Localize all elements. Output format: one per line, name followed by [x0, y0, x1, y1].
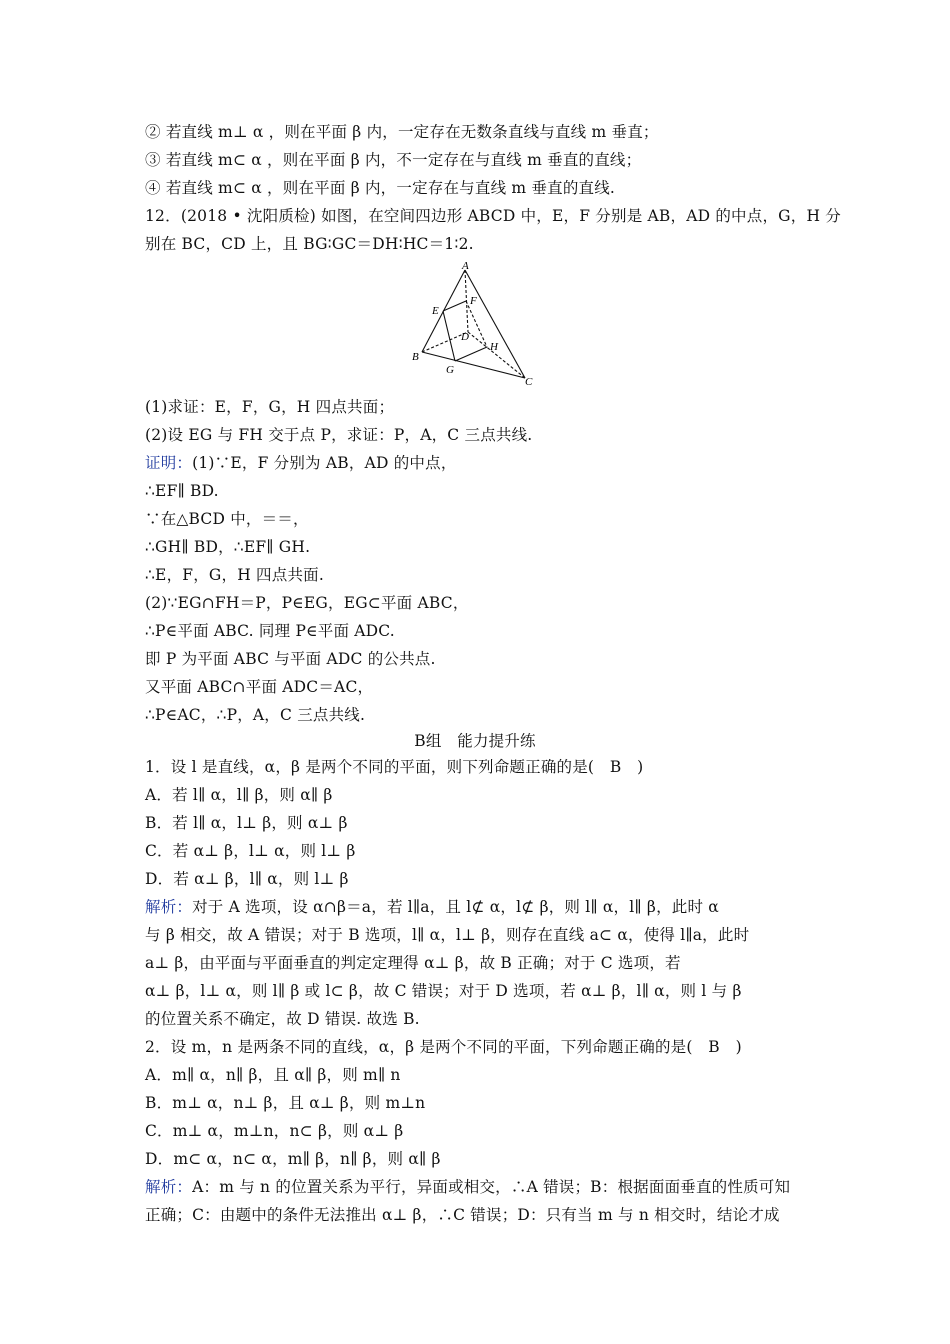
label-c: C: [525, 376, 533, 388]
problem-12-line-1: 12．(2018 • 沈阳质检) 如图，在空间四边形 ABCD 中，E，F 分别是 AB，AD 的中点，G，H 分: [145, 207, 841, 225]
proof-label: 证明：: [145, 454, 193, 472]
question-1-option-c: C．若 α⊥ β，l⊥ α，则 l⊥ β: [145, 842, 356, 860]
answer-1-line-1: 解析：对于 A 选项，设 α∩β＝a，若 l∥a，且 l⊄ α，l⊄ β，则 l∥ α，l∥ β，此时 α: [145, 898, 719, 916]
statement-3: ③ 若直线 m⊂ α ，则在平面 β 内，不一定存在与直线 m 垂直的直线；: [145, 151, 642, 169]
label-b: B: [412, 351, 419, 363]
answer-1-line-2: 与 β 相交，故 A 错误；对于 B 选项，l∥ α，l⊥ β，则存在直线 a⊂ α，使得 l∥a，此时: [145, 926, 750, 944]
question-1-option-a: A．若 l∥ α，l∥ β，则 α∥ β: [145, 786, 333, 804]
question-2-option-d: D．m⊂ α，n⊂ α，m∥ β，n∥ β，则 α∥ β: [145, 1150, 441, 1168]
segment-gh: [455, 347, 487, 361]
proof-line-5: ∴E，F，G，H 四点共面.: [145, 566, 324, 584]
question-1: 1．设 l 是直线，α，β 是两个不同的平面，则下列命题正确的是( B ): [145, 758, 644, 776]
question-1-option-d: D．若 α⊥ β，l∥ α，则 l⊥ β: [145, 870, 349, 888]
tetrahedron-figure: [410, 260, 550, 390]
question-2-option-a: A．m∥ α，n∥ β，且 α∥ β，则 m∥ n: [145, 1066, 401, 1084]
answer-1-line-4: α⊥ β，l⊥ α，则 l∥ β 或 l⊂ β，故 C 错误；对于 D 选项，若 α⊥ β，l∥ α，则 l 与 β: [145, 982, 742, 1000]
edge-ac: [465, 270, 525, 378]
answer-2-line-1: 解析：A：m 与 n 的位置关系为平行，异面或相交，∴A 错误；B：根据面面垂直的性质可知: [145, 1178, 791, 1196]
edge-bc: [422, 352, 525, 378]
label-h: H: [490, 341, 498, 353]
label-g: G: [446, 364, 454, 376]
proof-line-4: ∴GH∥ BD，∴EF∥ GH.: [145, 538, 311, 556]
proof-line-8: 即 P 为平面 ABC 与平面 ADC 的公共点.: [145, 650, 436, 668]
problem-12-line-2: 别在 BC，CD 上，且 BG∶GC＝DH∶HC＝1∶2.: [145, 235, 474, 253]
segment-eg: [443, 311, 455, 361]
label-a: A: [462, 260, 469, 272]
statement-2: ② 若直线 m⊥ α ，则在平面 β 内，一定存在无数条直线与直线 m 垂直；: [145, 123, 659, 141]
proof-line-3: ∵在△BCD 中，＝＝，: [145, 510, 309, 528]
section-heading: B组 能力提升练: [414, 732, 536, 750]
answer-2-line-2: 正确；C：由题中的条件无法推出 α⊥ β，∴C 错误；D：只有当 m 与 n 相交时，结论才成: [145, 1206, 780, 1224]
proof-line-9: 又平面 ABC∩平面 ADC＝AC，: [145, 678, 374, 696]
question-2-option-b: B．m⊥ α，n⊥ β，且 α⊥ β，则 m⊥n: [145, 1094, 426, 1112]
question-2-option-c: C．m⊥ α，m⊥n，n⊂ β，则 α⊥ β: [145, 1122, 404, 1140]
question-1-option-b: B．若 l∥ α，l⊥ β，则 α⊥ β: [145, 814, 348, 832]
answer-2-label: 解析：: [145, 1178, 193, 1196]
proof-line-6: (2)∵EG∩FH＝P，P∈EG，EG⊂平面 ABC，: [145, 594, 469, 612]
statement-4: ④ 若直线 m⊂ α ，则在平面 β 内，一定存在与直线 m 垂直的直线.: [145, 179, 616, 197]
part-2: (2)设 EG 与 FH 交于点 P，求证：P，A，C 三点共线.: [145, 426, 533, 444]
answer-1-label: 解析：: [145, 898, 193, 916]
label-f: F: [470, 295, 477, 307]
label-d: D: [461, 331, 469, 343]
proof-line-2: ∴EF∥ BD.: [145, 482, 219, 500]
answer-1-line-3: a⊥ β，由平面与平面垂直的判定定理得 α⊥ β，故 B 正确；对于 C 选项，若: [145, 954, 681, 972]
proof-line-1: 证明：(1)∵E，F 分别为 AB，AD 的中点，: [145, 454, 457, 472]
question-2: 2．设 m，n 是两条不同的直线，α，β 是两个不同的平面，下列命题正确的是( B ): [145, 1038, 742, 1056]
proof-line-10: ∴P∈AC，∴P，A，C 三点共线.: [145, 706, 366, 724]
part-1: (1)求证：E，F，G，H 四点共面；: [145, 398, 395, 416]
proof-line-7: ∴P∈平面 ABC. 同理 P∈平面 ADC.: [145, 622, 395, 640]
answer-1-line-5: 的位置关系不确定，故 D 错误. 故选 B.: [145, 1010, 420, 1028]
label-e: E: [432, 305, 439, 317]
segment-fh: [466, 301, 487, 347]
